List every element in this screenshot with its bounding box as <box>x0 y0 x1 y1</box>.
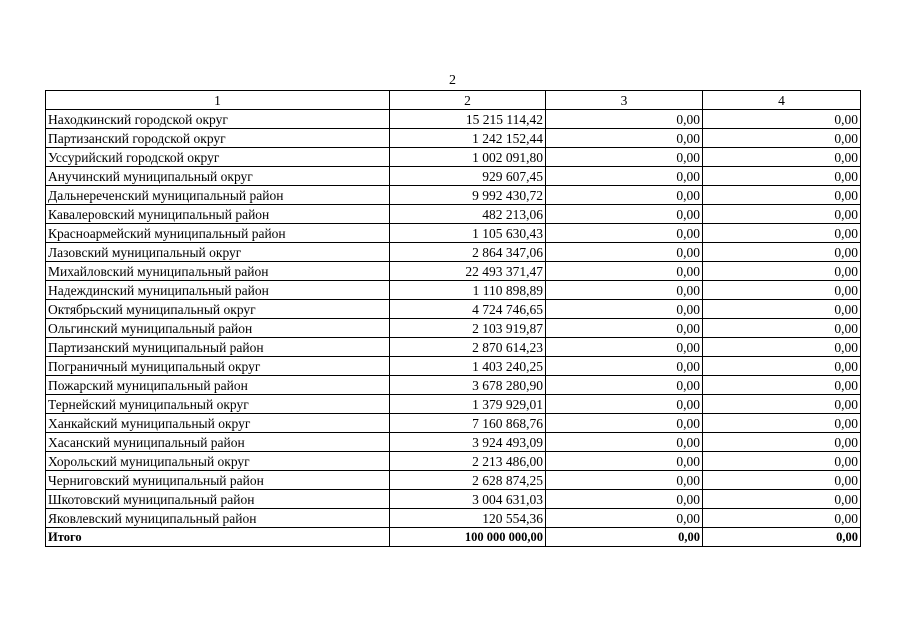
amount-col-3: 0,00 <box>546 319 703 338</box>
table-row <box>46 452 861 471</box>
municipality-name: Михайловский муниципальный район <box>46 262 390 281</box>
amount-col-4: 0,00 <box>703 205 861 224</box>
municipality-name: Красноармейский муниципальный район <box>46 224 390 243</box>
amount-col-2: 482 213,06 <box>390 205 546 224</box>
municipality-name: Лазовский муниципальный округ <box>46 243 390 262</box>
table-row <box>46 509 861 528</box>
table-row <box>46 357 861 376</box>
amount-col-3: 0,00 <box>546 300 703 319</box>
table-row <box>46 110 861 129</box>
total-col-2: 100 000 000,00 <box>390 528 546 547</box>
table-row <box>46 262 861 281</box>
municipality-name: Партизанский городской округ <box>46 129 390 148</box>
page-number: 2 <box>449 73 456 88</box>
amount-col-4: 0,00 <box>703 433 861 452</box>
distribution-table <box>45 90 861 547</box>
amount-col-2: 1 379 929,01 <box>390 395 546 414</box>
header-col-2: 2 <box>390 91 546 110</box>
amount-col-4: 0,00 <box>703 129 861 148</box>
table-row <box>46 281 861 300</box>
amount-col-4: 0,00 <box>703 414 861 433</box>
amount-col-2: 7 160 868,76 <box>390 414 546 433</box>
amount-col-4: 0,00 <box>703 300 861 319</box>
amount-col-3: 0,00 <box>546 148 703 167</box>
amount-col-3: 0,00 <box>546 395 703 414</box>
amount-col-4: 0,00 <box>703 243 861 262</box>
table-row <box>46 186 861 205</box>
table-row <box>46 300 861 319</box>
amount-col-2: 3 004 631,03 <box>390 490 546 509</box>
amount-col-2: 1 242 152,44 <box>390 129 546 148</box>
amount-col-3: 0,00 <box>546 186 703 205</box>
amount-col-3: 0,00 <box>546 357 703 376</box>
amount-col-4: 0,00 <box>703 186 861 205</box>
amount-col-2: 1 403 240,25 <box>390 357 546 376</box>
amount-col-3: 0,00 <box>546 490 703 509</box>
amount-col-2: 2 864 347,06 <box>390 243 546 262</box>
amount-col-2: 1 002 091,80 <box>390 148 546 167</box>
amount-col-3: 0,00 <box>546 205 703 224</box>
table-row <box>46 414 861 433</box>
amount-col-4: 0,00 <box>703 452 861 471</box>
amount-col-4: 0,00 <box>703 357 861 376</box>
amount-col-3: 0,00 <box>546 509 703 528</box>
amount-col-2: 2 628 874,25 <box>390 471 546 490</box>
municipality-name: Пограничный муниципальный округ <box>46 357 390 376</box>
table-row <box>46 205 861 224</box>
municipality-name: Находкинский городской округ <box>46 110 390 129</box>
amount-col-3: 0,00 <box>546 433 703 452</box>
table-row <box>46 243 861 262</box>
amount-col-2: 1 110 898,89 <box>390 281 546 300</box>
amount-col-3: 0,00 <box>546 414 703 433</box>
header-col-1: 1 <box>46 91 390 110</box>
municipality-name: Пожарский муниципальный район <box>46 376 390 395</box>
amount-col-4: 0,00 <box>703 471 861 490</box>
table-row <box>46 224 861 243</box>
municipality-name: Партизанский муниципальный район <box>46 338 390 357</box>
header-col-4: 4 <box>703 91 861 110</box>
amount-col-3: 0,00 <box>546 110 703 129</box>
header-col-3: 3 <box>546 91 703 110</box>
total-col-4: 0,00 <box>703 528 861 547</box>
total-col-3: 0,00 <box>546 528 703 547</box>
amount-col-4: 0,00 <box>703 376 861 395</box>
amount-col-3: 0,00 <box>546 129 703 148</box>
municipality-name: Кавалеровский муниципальный район <box>46 205 390 224</box>
amount-col-2: 4 724 746,65 <box>390 300 546 319</box>
amount-col-2: 2 103 919,87 <box>390 319 546 338</box>
table-row <box>46 471 861 490</box>
amount-col-3: 0,00 <box>546 243 703 262</box>
amount-col-4: 0,00 <box>703 262 861 281</box>
amount-col-2: 15 215 114,42 <box>390 110 546 129</box>
amount-col-2: 22 493 371,47 <box>390 262 546 281</box>
table-row <box>46 376 861 395</box>
amount-col-4: 0,00 <box>703 224 861 243</box>
municipality-name: Октябрьский муниципальный округ <box>46 300 390 319</box>
amount-col-4: 0,00 <box>703 338 861 357</box>
municipality-name: Хорольский муниципальный округ <box>46 452 390 471</box>
municipality-name: Ханкайский муниципальный округ <box>46 414 390 433</box>
table-row <box>46 167 861 186</box>
table-row <box>46 319 861 338</box>
amount-col-2: 9 992 430,72 <box>390 186 546 205</box>
amount-col-4: 0,00 <box>703 110 861 129</box>
municipality-name: Дальнереченский муниципальный район <box>46 186 390 205</box>
amount-col-4: 0,00 <box>703 395 861 414</box>
amount-col-4: 0,00 <box>703 509 861 528</box>
table-row <box>46 395 861 414</box>
table-body <box>46 110 861 547</box>
table-row <box>46 433 861 452</box>
amount-col-2: 2 213 486,00 <box>390 452 546 471</box>
amount-col-2: 120 554,36 <box>390 509 546 528</box>
amount-col-4: 0,00 <box>703 490 861 509</box>
total-row <box>46 528 861 547</box>
municipality-name: Анучинский муниципальный округ <box>46 167 390 186</box>
table-row <box>46 129 861 148</box>
amount-col-4: 0,00 <box>703 167 861 186</box>
amount-col-2: 2 870 614,23 <box>390 338 546 357</box>
amount-col-4: 0,00 <box>703 319 861 338</box>
amount-col-3: 0,00 <box>546 167 703 186</box>
total-label: Итого <box>46 528 390 547</box>
amount-col-3: 0,00 <box>546 452 703 471</box>
amount-col-2: 929 607,45 <box>390 167 546 186</box>
amount-col-4: 0,00 <box>703 281 861 300</box>
amount-col-2: 1 105 630,43 <box>390 224 546 243</box>
municipality-name: Хасанский муниципальный район <box>46 433 390 452</box>
table-header-row <box>46 91 861 110</box>
table-row <box>46 338 861 357</box>
municipality-name: Надеждинский муниципальный район <box>46 281 390 300</box>
amount-col-3: 0,00 <box>546 376 703 395</box>
amount-col-3: 0,00 <box>546 471 703 490</box>
amount-col-3: 0,00 <box>546 281 703 300</box>
municipality-name: Яковлевский муниципальный район <box>46 509 390 528</box>
municipality-name: Тернейский муниципальный округ <box>46 395 390 414</box>
municipality-name: Уссурийский городской округ <box>46 148 390 167</box>
municipality-name: Ольгинский муниципальный район <box>46 319 390 338</box>
amount-col-3: 0,00 <box>546 338 703 357</box>
amount-col-2: 3 678 280,90 <box>390 376 546 395</box>
table-row <box>46 490 861 509</box>
amount-col-2: 3 924 493,09 <box>390 433 546 452</box>
amount-col-4: 0,00 <box>703 148 861 167</box>
amount-col-3: 0,00 <box>546 224 703 243</box>
municipality-name: Черниговский муниципальный район <box>46 471 390 490</box>
amount-col-3: 0,00 <box>546 262 703 281</box>
municipality-name: Шкотовский муниципальный район <box>46 490 390 509</box>
table-row <box>46 148 861 167</box>
